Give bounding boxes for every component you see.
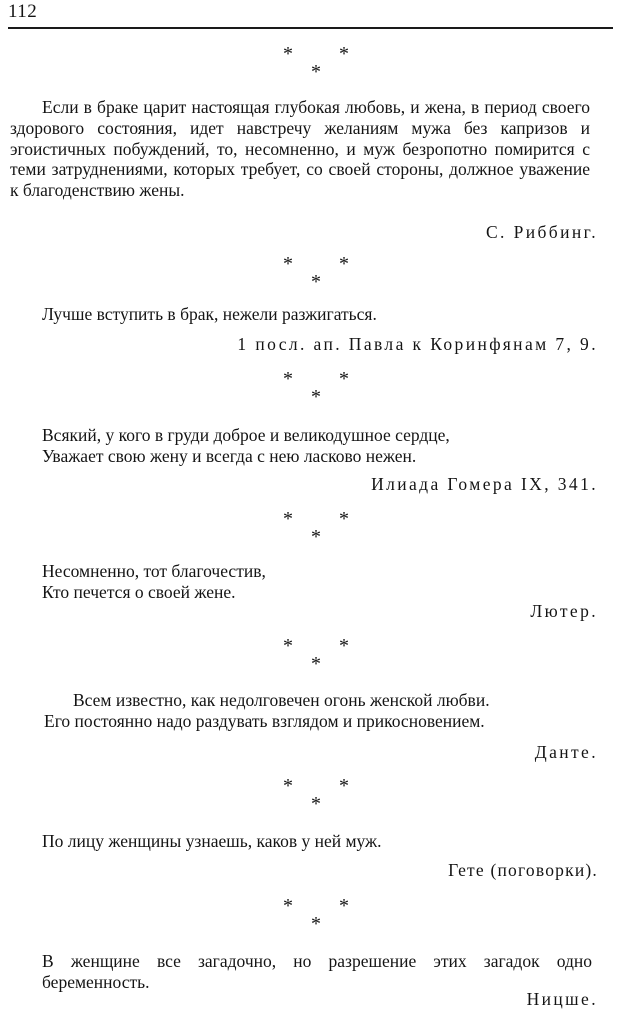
quote-line: Уважает свою жену и всегда с нею ласково нежен. [42,446,417,466]
quote-verse [42,304,377,325]
asterisk: * [339,635,349,657]
quote-attribution: Ницше. [526,989,598,1009]
asterisk: * [283,253,293,275]
asterisk: * [339,43,349,65]
asterisk: * [311,386,321,408]
quote-line: Несомненно, тот благочестив, [42,561,266,581]
asterisk: * [339,775,349,797]
asterisk: * [311,526,321,548]
quote-attribution: Лютер. [530,601,598,621]
asterisk: * [283,368,293,390]
asterisk: * [311,653,321,675]
header-rule [8,27,613,29]
page-number: 112 [8,1,38,22]
quote-attribution: С. Риббинг. [485,222,598,242]
quote-paragraph: Если в браке царит настоящая глубокая любовь, и жена, в период своего здорового состояния, идет навстречу желаниям мужа без капризов и эгоистичных побуждений, то, несомненно, и муж безропотно помирится с теми затруднениями, которых требует, со своей стороны, должное уважение к благоденствию жены. [10,97,590,201]
asterism-divider [283,775,349,816]
asterisk: * [339,253,349,275]
asterism-divider [283,368,349,409]
quote-attribution: Гете (поговорки). [448,860,598,880]
quote-verse [44,690,490,732]
asterism-divider [283,43,349,84]
asterisk: * [283,508,293,530]
quote-attribution: 1 посл. ап. Павла к Коринфянам 7, 9. [237,334,598,354]
quote-attribution: Илиада Гомера IX, 341. [371,474,598,494]
asterisk: * [283,895,293,917]
asterisk: * [283,635,293,657]
asterisk: * [339,368,349,390]
asterisk: * [311,913,321,935]
asterism-divider [283,253,349,294]
asterism-divider [283,508,349,549]
asterisk: * [339,895,349,917]
asterisk: * [283,775,293,797]
quote-line: Лучше вступить в брак, нежели разжигаться. [42,304,377,324]
asterism-divider [283,635,349,676]
asterisk: * [311,61,321,83]
asterisk: * [311,271,321,293]
quote-verse [42,561,266,603]
asterism-divider [283,895,349,936]
quote-line: Всякий, у кого в груди доброе и великодушное сердце, [42,425,450,445]
quote-line: Всем известно, как недолговечен огонь женской любви. [73,690,490,710]
quote-line: Его постоянно надо раздувать взглядом и прикосновением. [44,711,485,731]
quote-attribution: Данте. [534,742,598,762]
asterisk: * [339,508,349,530]
quote-verse [42,425,450,467]
asterisk: * [283,43,293,65]
quote-line: Кто печется о своей жене. [42,582,236,602]
asterisk: * [311,793,321,815]
quote-line: По лицу женщины узнаешь, каков у ней муж. [42,831,382,851]
quote-paragraph: В женщине все загадочно, но разрешение этих загадок одно беременность. [42,951,592,992]
quote-verse [42,831,382,852]
